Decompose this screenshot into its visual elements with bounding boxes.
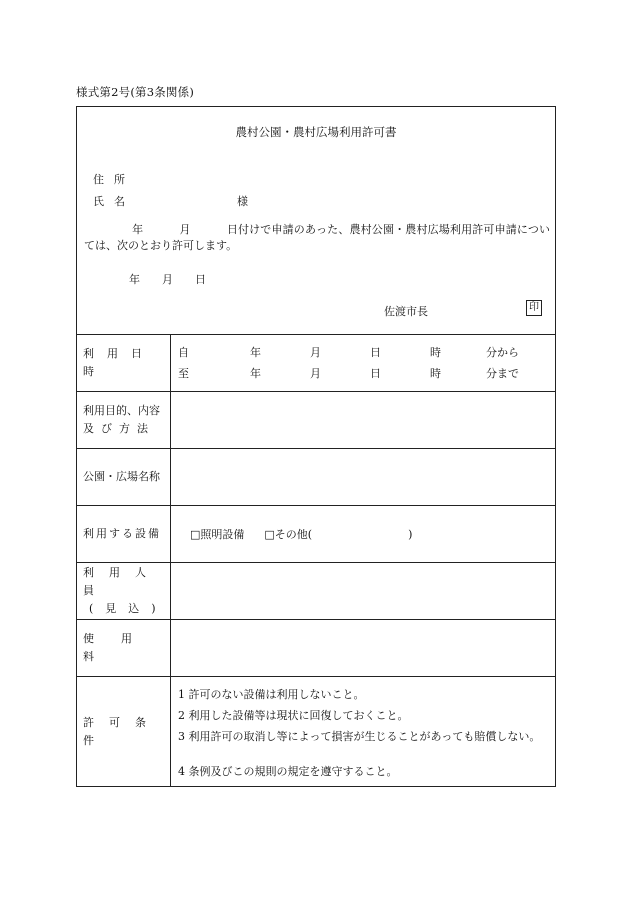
purpose-field[interactable] xyxy=(172,392,555,448)
condition-item: 4 条例及びこの規則の規定を遵守すること。 xyxy=(178,765,398,778)
users-field[interactable] xyxy=(172,563,555,619)
permit-form xyxy=(76,106,556,787)
row-park-name xyxy=(77,449,555,506)
honorific: 様 xyxy=(237,195,248,208)
other-close-paren: ) xyxy=(408,527,413,541)
equipment-label: 利用する設備 xyxy=(77,506,171,562)
usage-datetime-field[interactable]: 自 年 月 日 時 分から 至 年 月 日 時 分まで xyxy=(178,346,519,380)
row-usage-datetime xyxy=(77,335,555,392)
name-label: 氏名 xyxy=(93,195,135,208)
row-purpose xyxy=(77,392,555,449)
row-users xyxy=(77,563,555,620)
form-number: 様式第2号(第3条関係) xyxy=(76,85,195,99)
park-name-label: 公園・広場名称 xyxy=(77,449,171,505)
body-year: 年 xyxy=(132,223,144,236)
issue-date xyxy=(129,271,206,287)
body-text: 日付けで申請のあった、農村公園・農村広場利用許可申請については、次のとおり許可します。 xyxy=(84,223,551,252)
body-month: 月 xyxy=(179,223,191,236)
document-title: 農村公園・農村広場利用許可書 xyxy=(235,125,397,139)
issue-date-month: 月 xyxy=(162,273,173,286)
fee-label: 使用料 xyxy=(77,620,171,676)
row-equipment xyxy=(77,506,555,563)
seal-mark: 印 xyxy=(526,300,542,316)
lighting-checkbox[interactable]: □照明設備 xyxy=(190,528,245,541)
form-header xyxy=(77,107,555,335)
conditions-list xyxy=(172,677,555,786)
equipment-field xyxy=(172,506,555,562)
issue-date-day: 日 xyxy=(195,273,206,286)
users-label: 利用人員 (見込) xyxy=(77,563,171,619)
row-fee xyxy=(77,620,555,677)
conditions-label: 許可条件 xyxy=(77,677,171,786)
purpose-label: 利用目的、内容 及び方法 xyxy=(77,392,171,448)
permit-statement xyxy=(84,222,550,254)
park-name-field[interactable] xyxy=(172,449,555,505)
condition-item: 3 利用許可の取消し等によって損害が生じることがあっても賠償しない。 xyxy=(178,730,541,743)
issue-date-year: 年 xyxy=(129,273,140,286)
fee-field[interactable] xyxy=(172,620,555,676)
condition-item: 1 許可のない設備は利用しないこと。 xyxy=(178,688,365,701)
issuer: 佐渡市長 xyxy=(384,305,428,318)
usage-datetime-label: 利用日時 xyxy=(77,335,171,391)
row-conditions xyxy=(77,677,555,786)
other-checkbox[interactable]: □その他( xyxy=(264,528,313,541)
condition-item: 2 利用した設備等は現状に回復しておくこと。 xyxy=(178,709,409,722)
address-label: 住所 xyxy=(93,173,135,186)
